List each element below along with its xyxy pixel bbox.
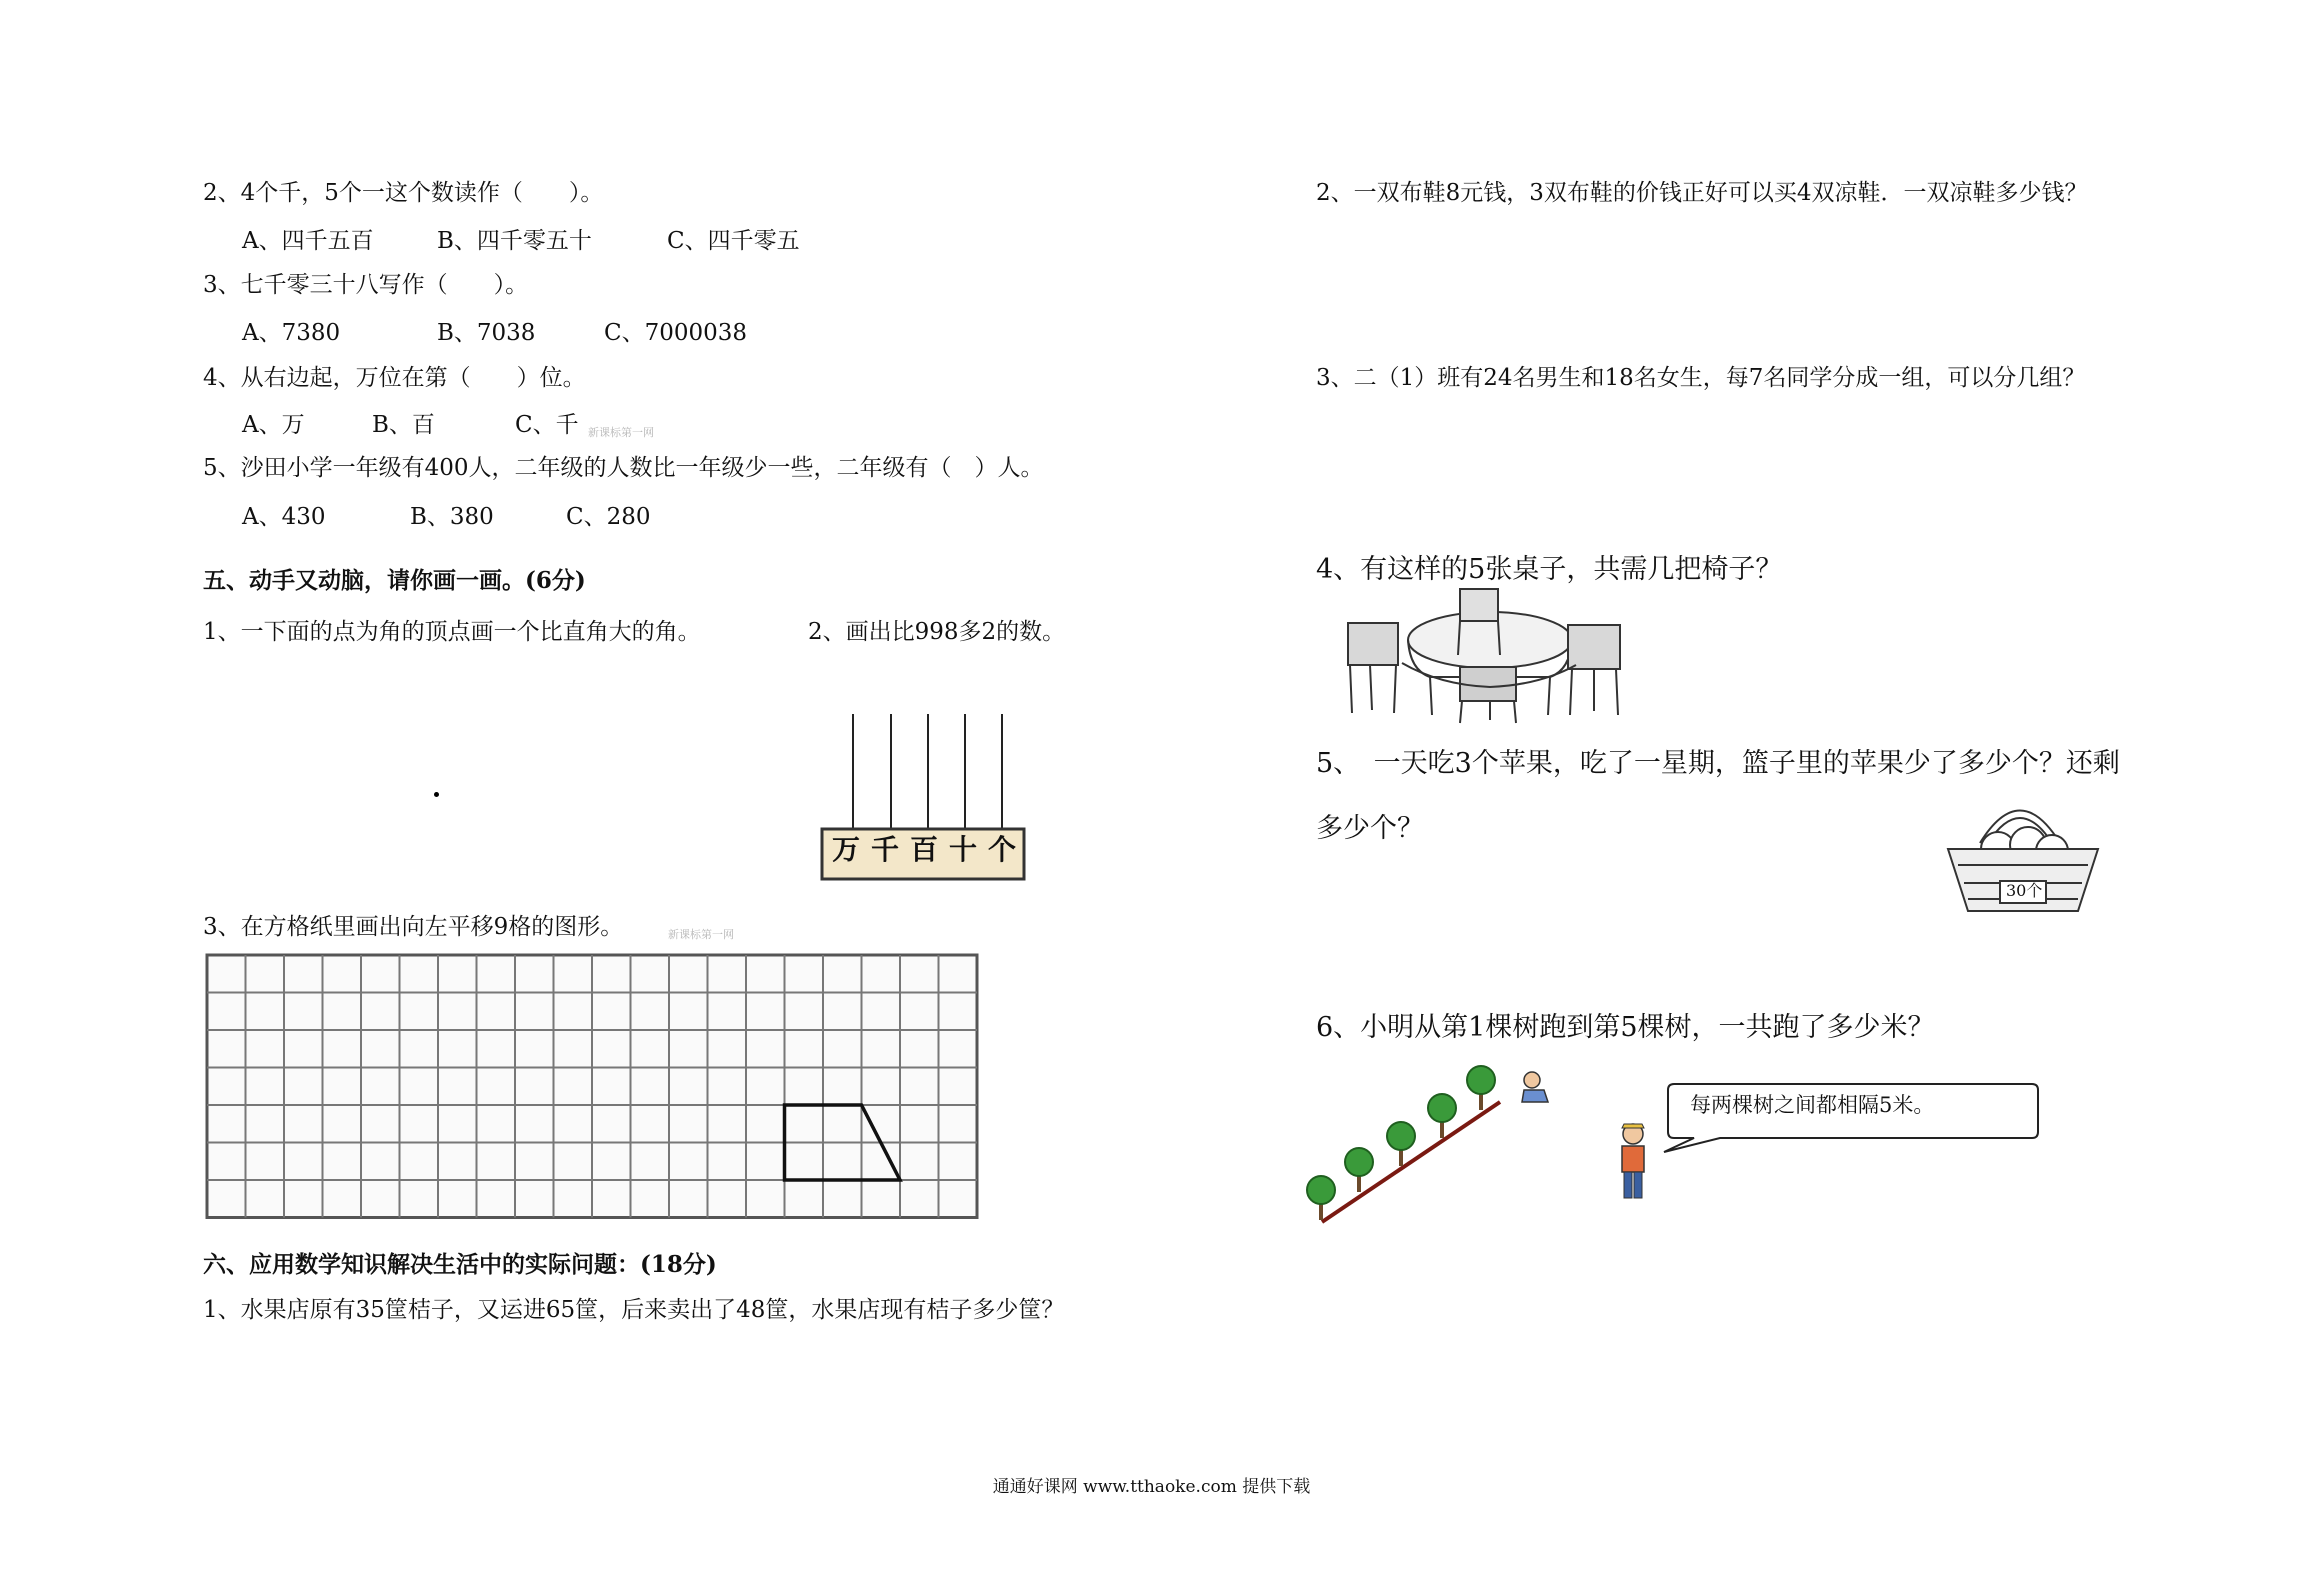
q2-option-a: A、四千五百 <box>242 228 374 254</box>
question-3: 3、七千零三十八写作（ ）。 <box>203 272 529 298</box>
right-question-4: 4、有这样的5张桌子，共需几把椅子？ <box>1316 554 1783 585</box>
tree-5-icon <box>1467 1066 1495 1110</box>
q5-option-a: A、430 <box>242 504 326 530</box>
section-5-q2: 2、画出比998多2的数。 <box>808 619 1066 645</box>
q4-option-c: C、千 <box>515 412 579 438</box>
question-5: 5、沙田小学一年级有400人，二年级的人数比一年级少一些，二年级有（ ）人。 <box>203 455 1044 481</box>
right-question-3: 3、二（1）班有24名男生和18名女生，每7名同学分成一组，可以分几组？ <box>1316 365 2086 391</box>
basket-label: 30个 <box>2006 881 2043 900</box>
runner-icon <box>1522 1072 1548 1102</box>
question-4: 4、从右边起，万位在第（ ）位。 <box>203 365 586 391</box>
q3-option-a: A、7380 <box>242 320 341 346</box>
q3-option-c: C、7000038 <box>604 320 748 346</box>
q4-option-a: A、万 <box>242 412 305 438</box>
table-chairs-image <box>1340 585 1630 725</box>
right-question-5-line2: 多少个？ <box>1316 813 1424 844</box>
section-6-q1: 1、水果店原有35筐桔子，又运进65筐，后来卖出了48筐，水果店现有桔子多少筐？ <box>203 1297 1065 1323</box>
section-5-q1: 1、一下面的点为角的顶点画一个比直角大的角。 <box>203 619 701 645</box>
grid-paper <box>203 951 983 1221</box>
watermark-2: 新课标第一网 <box>668 928 734 941</box>
question-2: 2、4个千，5个一这个数读作（ ）。 <box>203 180 604 206</box>
section-5-title: 五、动手又动脑，请你画一画。(6分) <box>203 567 586 594</box>
section-6-title: 六、应用数学知识解决生活中的实际问题：(18分) <box>203 1251 717 1278</box>
abacus-label: 万千百十个 <box>832 833 1028 866</box>
tree-4-icon <box>1428 1094 1456 1138</box>
section-5-q3: 3、在方格纸里画出向左平移9格的图形。 <box>203 914 624 940</box>
right-question-2: 2、一双布鞋8元钱，3双布鞋的价钱正好可以买4双凉鞋．一双凉鞋多少钱？ <box>1316 180 2088 206</box>
tree-1-icon <box>1307 1176 1335 1220</box>
trees-path-image <box>1300 1050 1560 1230</box>
q2-option-c: C、四千零五 <box>667 228 800 254</box>
tree-3-icon <box>1387 1122 1415 1166</box>
tree-2-icon <box>1345 1148 1373 1192</box>
footer-credit: 通通好课网 www.tthaoke.com 提供下载 <box>992 1477 1311 1497</box>
right-question-6: 6、小明从第1棵树跑到第5棵树，一共跑了多少米？ <box>1316 1012 1935 1043</box>
q3-option-b: B、7038 <box>437 320 536 346</box>
speech-text: 每两棵树之间都相隔5米。 <box>1690 1093 1935 1117</box>
right-question-5-line1: 5、 一天吃3个苹果，吃了一星期，篮子里的苹果少了多少个？还剩 <box>1316 748 2120 779</box>
boy-icon <box>1612 1120 1654 1204</box>
watermark: 新课标第一网 <box>588 426 654 439</box>
q5-option-c: C、280 <box>566 504 651 530</box>
vertex-dot <box>434 792 439 797</box>
q5-option-b: B、380 <box>410 504 494 530</box>
q2-option-b: B、四千零五十 <box>437 228 592 254</box>
q4-option-b: B、百 <box>372 412 435 438</box>
